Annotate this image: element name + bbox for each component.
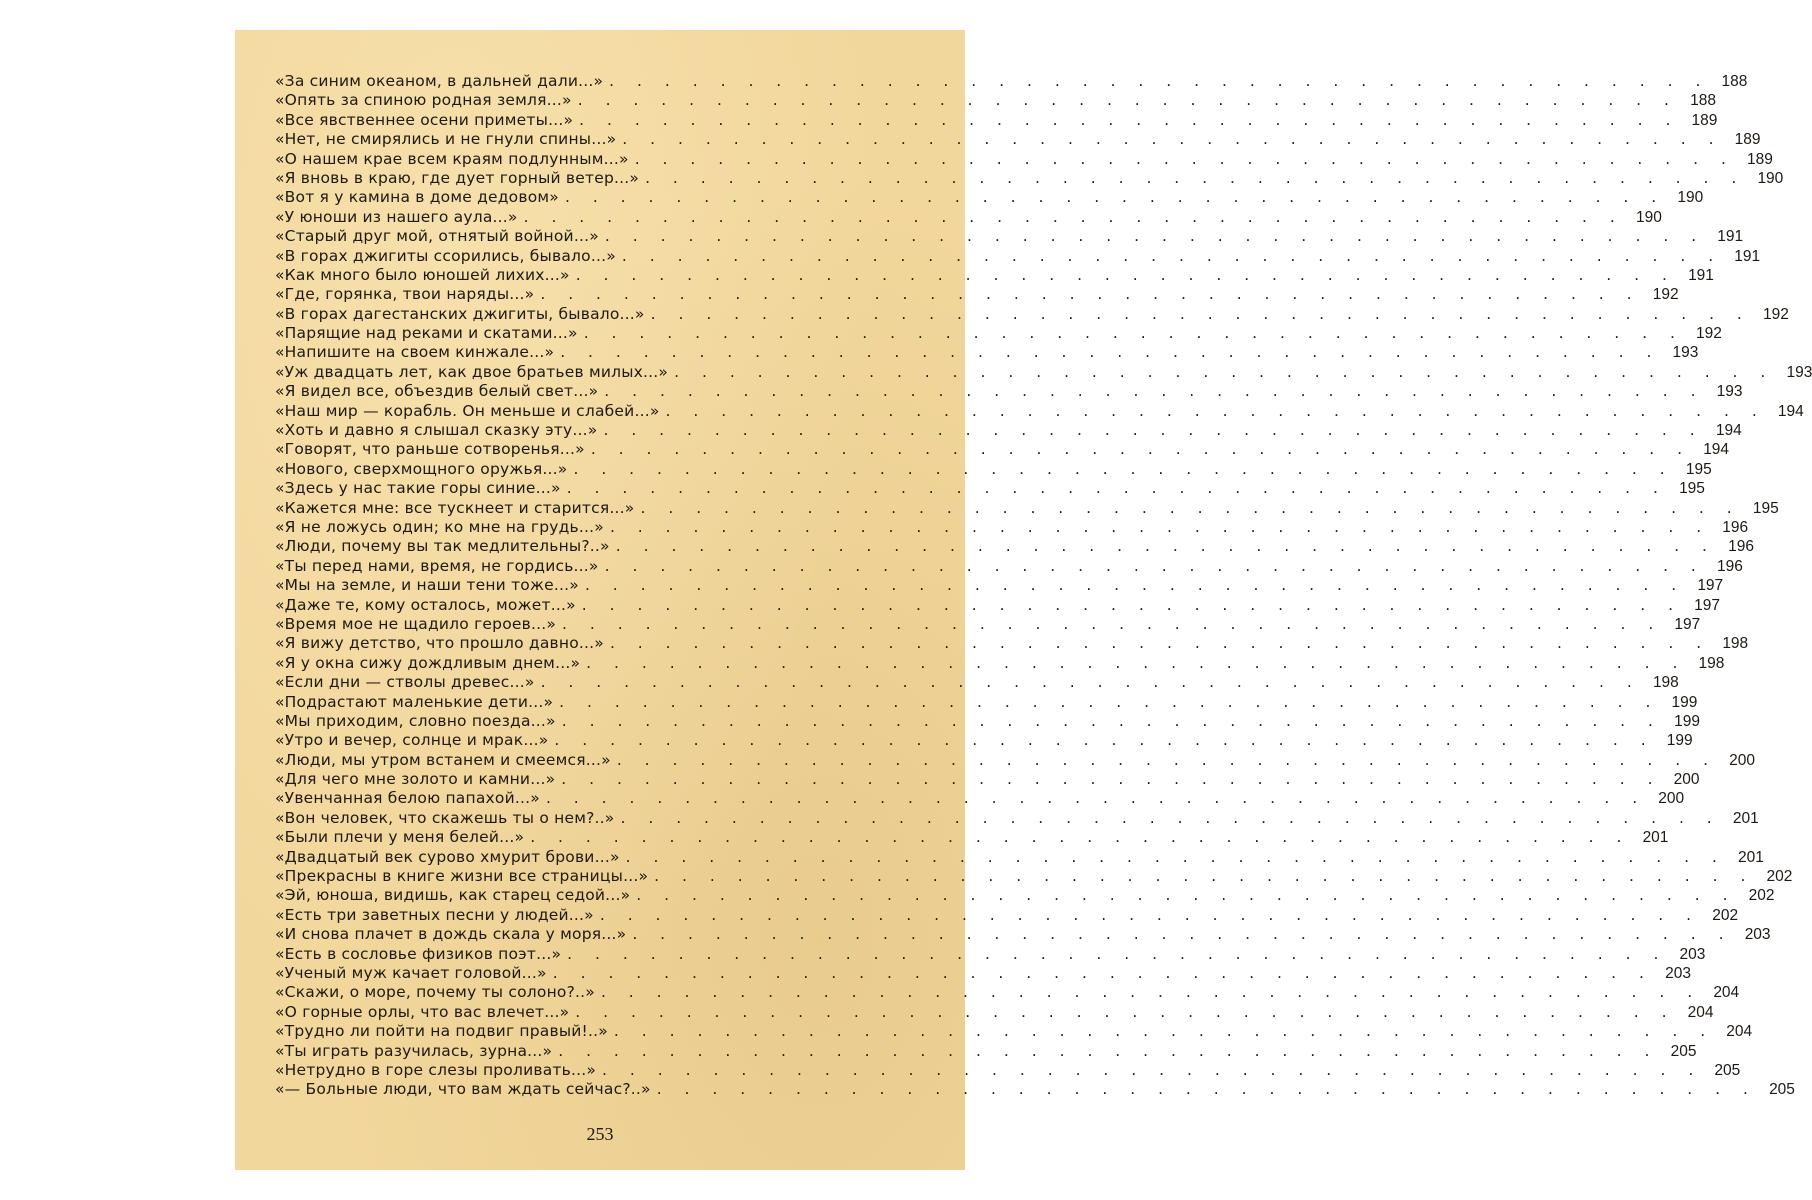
toc-entry-title: «Люди, мы утром встанем и смеемся...» [275, 750, 611, 769]
toc-dot-leader: . . . . . . . . . . . . . . . . . . . . . . . . . . . . . . . . . . . . . . . . [545, 789, 1647, 808]
toc-entry [275, 517, 1749, 537]
toc-entry [275, 963, 1691, 983]
toc-entry [275, 188, 1704, 207]
toc-entry [275, 944, 1706, 964]
toc-entry [275, 421, 1742, 440]
toc-dot-leader: . . . . . . . . . . . . . . . . . . . . . . . . . . . . . . . . . . . . . . . . [620, 808, 1721, 827]
toc-entry-title: «За синим океаном, в дальней дали...» [275, 72, 604, 90]
toc-entry [275, 789, 1685, 808]
toc-entry-page: 193 [1672, 344, 1699, 362]
toc-entry [275, 459, 1712, 479]
toc-entry-page: 196 [1728, 538, 1754, 556]
toc-dot-leader: . . . . . . . . . . . . . . . . . . . . . . . . . . . . . . . . . . . . . . . . [609, 634, 1711, 653]
toc-entry-page: 197 [1694, 596, 1721, 614]
toc-entry [275, 867, 1793, 886]
toc-entry-title: «Уж двадцать лет, как двое братьев милых...» [275, 362, 669, 381]
toc-entry-page: 201 [1738, 848, 1764, 866]
toc-entry [275, 634, 1749, 653]
toc-entry-title: «Прекрасны в книге жизни все страницы...» [275, 867, 649, 886]
toc-entry-page: 196 [1716, 557, 1743, 575]
toc-dot-leader: . . . . . . . . . . . . . . . . . . . . . . . . . . . . . . . . . . . . . . . . [636, 886, 1737, 905]
toc-dot-leader: . . . . . . . . . . . . . . . . . . . . . . . . . . . . . . . . . . . . . . . . [540, 673, 1641, 692]
toc-dot-leader: . . . . . . . . . . . . . . . . . . . . . . . . . . . . . . . . . . . . . . . . [577, 91, 1678, 110]
toc-entry-title: «У юноши из нашего аула...» [275, 207, 518, 226]
toc-dot-leader: . . . . . . . . . . . . . . . . . . . . . . . . . . . . . . . . . . . . . . . . [616, 750, 1718, 769]
toc-entry [275, 130, 1761, 149]
toc-entry-page: 197 [1697, 577, 1724, 595]
toc-entry-page: 200 [1658, 790, 1685, 808]
toc-entry-page: 199 [1674, 712, 1700, 730]
toc-dot-leader: . . . . . . . . . . . . . . . . . . . . . . . . . . . . . . . . . . . . . . . . [586, 653, 1687, 672]
toc-entry-title: «Хоть и давно я слышал сказку эту...» [275, 421, 598, 440]
toc-entry-title: «Мы приходим, словно поезда...» [275, 711, 556, 730]
toc-dot-leader: . . . . . . . . . . . . . . . . . . . . . . . . . . . . . . . . . . . . . . . . [665, 401, 1766, 420]
toc-entry [275, 168, 1784, 188]
toc-entry [275, 673, 1679, 692]
toc-entry-title: «Я у окна сижу дождливым днем...» [275, 653, 581, 672]
toc-entry-title: «Старый друг мой, отнятый войной...» [275, 227, 599, 246]
toc-dot-leader: . . . . . . . . . . . . . . . . . . . . . . . . . . . . . . . . . . . . . . . . [561, 770, 1662, 789]
toc-entry [275, 246, 1761, 266]
toc-entry-title: «Трудно ли пойти на подвиг правый!..» [275, 1022, 608, 1041]
toc-entry-page: 188 [1721, 73, 1748, 90]
book-page [235, 30, 1812, 1170]
toc-dot-leader: . . . . . . . . . . . . . . . . . . . . . . . . . . . . . . . . . . . . . . . . [575, 1002, 1676, 1021]
toc-dot-leader: . . . . . . . . . . . . . . . . . . . . . . . . . . . . . . . . . . . . . . . . [632, 925, 1733, 944]
toc-entry-page: 198 [1722, 635, 1749, 653]
toc-entry [275, 925, 1771, 944]
toc-entry-title: «Я не ложусь один; ко мне на грудь...» [275, 517, 604, 536]
toc-entry-title: «Ученый муж качает головой...» [275, 963, 547, 982]
toc-entry [275, 343, 1699, 362]
toc-entry [275, 731, 1693, 750]
toc-dot-leader: . . . . . . . . . . . . . . . . . . . . . . . . . . . . . . . . . . . . . . . . [602, 1060, 1703, 1079]
toc-entry-title: «Даже те, кому осталось, может...» [275, 595, 576, 614]
toc-entry [275, 382, 1743, 401]
toc-entry [275, 711, 1700, 731]
toc-entry [275, 808, 1759, 828]
toc-dot-leader: . . . . . . . . . . . . . . . . . . . . . . . . . . . . . . . . . . . . . . . . [584, 576, 1686, 595]
toc-entry-title: «Где, горянка, твои наряды...» [275, 285, 535, 304]
toc-dot-leader: . . . . . . . . . . . . . . . . . . . . . . . . . . . . . . . . . . . . . . . . [654, 867, 1755, 886]
toc-dot-leader: . . . . . . . . . . . . . . . . . . . . . . . . . . . . . . . . . . . . . . . . [558, 1041, 1659, 1060]
toc-entry-page: 203 [1679, 945, 1706, 963]
toc-entry-title: «Были плечи у меня белей...» [275, 828, 525, 847]
toc-entry-page: 192 [1652, 286, 1679, 304]
toc-dot-leader: . . . . . . . . . . . . . . . . . . . . . . . . . . . . . . . . . . . . . . . . [579, 110, 1680, 129]
toc-entry-title: «Все явственнее осени приметы...» [275, 110, 574, 129]
toc-entry-title: «Я вновь в краю, где дует горный ветер...» [275, 168, 640, 187]
toc-entry-title: «Ты играть разучилась, зурна...» [275, 1041, 553, 1060]
toc-entry-title: «Я вижу детство, что прошло давно...» [275, 634, 604, 653]
toc-entry-page: 190 [1757, 169, 1784, 187]
toc-dot-leader: . . . . . . . . . . . . . . . . . . . . . . . . . . . . . . . . . . . . . . . . [590, 440, 1692, 459]
toc-dot-leader: . . . . . . . . . . . . . . . . . . . . . . . . . . . . . . . . . . . . . . . . [604, 227, 1706, 246]
toc-entry [275, 72, 1748, 91]
toc-entry-title: «Есть три заветных песни у людей...» [275, 905, 594, 924]
toc-dot-leader: . . . . . . . . . . . . . . . . . . . . . . . . . . . . . . . . . . . . . . . . [600, 983, 1702, 1002]
toc-entry-title: «О горные орлы, что вас влечет...» [275, 1002, 570, 1021]
table-of-contents [275, 72, 1812, 1100]
toc-entry-page: 204 [1713, 984, 1740, 1002]
toc-entry-title: «Напишите на своем кинжале...» [275, 343, 555, 362]
toc-entry-title: «И снова плачет в дождь скала у моря...» [275, 925, 627, 944]
toc-entry-page: 189 [1691, 111, 1718, 129]
toc-entry-title: «Здесь у нас такие горы синие...» [275, 479, 561, 498]
toc-entry-page: 193 [1786, 363, 1812, 381]
toc-entry-title: «Если дни — стволы древес...» [275, 673, 535, 692]
toc-entry-page: 200 [1673, 771, 1700, 789]
toc-entry-title: «Время мое не щадило героев...» [275, 614, 557, 633]
toc-entry [275, 304, 1789, 324]
toc-entry [275, 905, 1739, 925]
toc-entry [275, 576, 1724, 595]
toc-entry [275, 537, 1754, 556]
toc-entry-page: 201 [1732, 809, 1759, 827]
toc-entry-page: 188 [1690, 92, 1716, 110]
toc-entry-title: «Для чего мне золото и камни...» [275, 770, 556, 789]
toc-entry [275, 440, 1730, 459]
toc-dot-leader: . . . . . . . . . . . . . . . . . . . . . . . . . . . . . . . . . . . . . . . . [645, 168, 1746, 187]
toc-entry-page: 203 [1744, 926, 1771, 944]
toc-entry-title: «Кажется мне: все тускнеет и старится...» [275, 498, 635, 517]
toc-entry [275, 91, 1716, 110]
toc-entry-title: «Нетрудно в горе слезы проливать...» [275, 1060, 597, 1079]
toc-entry-page: 196 [1722, 518, 1749, 536]
toc-dot-leader: . . . . . . . . . . . . . . . . . . . . . . . . . . . . . . . . . . . . . . . . [604, 382, 1705, 401]
toc-entry [275, 362, 1812, 382]
toc-dot-leader: . . . . . . . . . . . . . . . . . . . . . . . . . . . . . . . . . . . . . . . . [573, 459, 1674, 478]
toc-entry-page: 190 [1677, 189, 1704, 207]
toc-entry [275, 1002, 1714, 1022]
toc-entry-page: 195 [1752, 499, 1779, 517]
toc-dot-leader: . . . . . . . . . . . . . . . . . . . . . . . . . . . . . . . . . . . . . . . . [562, 614, 1663, 633]
toc-entry-page: 205 [1714, 1061, 1741, 1079]
toc-dot-leader: . . . . . . . . . . . . . . . . . . . . . . . . . . . . . . . . . . . . . . . . [656, 1080, 1757, 1099]
toc-entry-page: 205 [1769, 1081, 1795, 1099]
toc-entry-title: «Есть в сословье физиков поэт...» [275, 944, 562, 963]
toc-entry-title: «Нет, не смирялись и не гнули спины...» [275, 130, 617, 149]
toc-dot-leader: . . . . . . . . . . . . . . . . . . . . . . . . . . . . . . . . . . . . . . . . [540, 285, 1641, 304]
toc-entry-page: 198 [1698, 654, 1725, 672]
toc-entry-title: «Наш мир — корабль. Он меньше и слабей...» [275, 401, 660, 420]
toc-entry [275, 692, 1698, 712]
toc-entry-title: «Нового, сверхмощного оружья...» [275, 459, 568, 478]
toc-entry-page: 200 [1729, 751, 1756, 769]
toc-entry-title: «Подрастают маленькие дети...» [275, 692, 554, 711]
toc-entry [275, 498, 1779, 518]
toc-entry [275, 886, 1775, 905]
toc-entry-page: 195 [1685, 460, 1712, 478]
toc-entry [275, 110, 1718, 130]
toc-dot-leader: . . . . . . . . . . . . . . . . . . . . . . . . . . . . . . . . . . . . . . . . [603, 421, 1704, 440]
toc-entry [275, 1080, 1795, 1099]
toc-dot-leader: . . . . . . . . . . . . . . . . . . . . . . . . . . . . . . . . . . . . . . . . [621, 246, 1723, 265]
toc-entry [275, 653, 1725, 673]
toc-dot-leader: . . . . . . . . . . . . . . . . . . . . . . . . . . . . . . . . . . . . . . . . [567, 944, 1668, 963]
toc-entry-title: «Мы на земле, и наши тени тоже...» [275, 576, 579, 595]
toc-entry [275, 614, 1701, 634]
toc-entry-title: «Ты перед нами, время, не гордись...» [275, 556, 599, 575]
toc-entry-page: 204 [1726, 1023, 1753, 1041]
toc-entry-title: «— Больные люди, что вам ждать сейчас?..» [275, 1080, 651, 1099]
toc-entry [275, 1041, 1697, 1061]
toc-entry [275, 285, 1679, 304]
toc-entry-page: 203 [1665, 964, 1691, 982]
toc-entry-page: 194 [1703, 441, 1730, 459]
toc-dot-leader: . . . . . . . . . . . . . . . . . . . . . . . . . . . . . . . . . . . . . . . . [561, 711, 1662, 730]
toc-entry-page: 202 [1766, 868, 1793, 886]
toc-entry [275, 324, 1722, 343]
toc-dot-leader: . . . . . . . . . . . . . . . . . . . . . . . . . . . . . . . . . . . . . . . . [581, 595, 1683, 614]
toc-dot-leader: . . . . . . . . . . . . . . . . . . . . . . . . . . . . . . . . . . . . . . . . [560, 343, 1661, 362]
toc-entry-title: «Утро и вечер, солнце и мрак...» [275, 731, 549, 750]
page-number: 253 [586, 1124, 614, 1144]
toc-entry [275, 479, 1705, 498]
toc-entry-page: 193 [1716, 383, 1743, 401]
toc-entry-page: 201 [1642, 829, 1669, 847]
toc-entry [275, 847, 1764, 867]
toc-entry-title: «Люди, почему вы так медлительны?..» [275, 537, 610, 556]
toc-dot-leader: . . . . . . . . . . . . . . . . . . . . . . . . . . . . . . . . . . . . . . . . [640, 498, 1741, 517]
toc-dot-leader: . . . . . . . . . . . . . . . . . . . . . . . . . . . . . . . . . . . . . . . . [634, 149, 1735, 168]
toc-entry-page: 197 [1674, 615, 1701, 633]
toc-entry [275, 401, 1804, 421]
toc-entry [275, 1022, 1753, 1041]
toc-entry-title: «В горах дагестанских джигиты, бывало...» [275, 304, 645, 323]
toc-dot-leader: . . . . . . . . . . . . . . . . . . . . . . . . . . . . . . . . . . . . . . . . [615, 537, 1716, 556]
toc-entry-title: «Вон человек, что скажешь ты о нем?..» [275, 808, 615, 827]
toc-entry-page: 205 [1670, 1042, 1697, 1060]
toc-entry-page: 199 [1671, 693, 1698, 711]
toc-entry-page: 202 [1712, 906, 1739, 924]
toc-entry [275, 227, 1744, 246]
toc-dot-leader: . . . . . . . . . . . . . . . . . . . . . . . . . . . . . . . . . . . . . . . . [613, 1022, 1715, 1041]
toc-entry-title: «Двадцатый век сурово хмурит брови...» [275, 847, 620, 866]
toc-dot-leader: . . . . . . . . . . . . . . . . . . . . . . . . . . . . . . . . . . . . . . . . [674, 362, 1775, 381]
toc-entry-page: 190 [1635, 208, 1662, 226]
toc-entry-page: 191 [1734, 247, 1761, 265]
toc-entry-page: 192 [1696, 325, 1722, 343]
toc-entry [275, 556, 1743, 576]
toc-entry [275, 828, 1669, 847]
toc-entry-page: 195 [1679, 480, 1705, 498]
toc-entry-page: 198 [1652, 674, 1679, 692]
toc-entry [275, 149, 1773, 169]
toc-entry-title: «О нашем крае всем краям подлунным...» [275, 149, 629, 168]
toc-entry-page: 191 [1688, 266, 1714, 284]
toc-entry-page: 202 [1748, 887, 1775, 905]
toc-dot-leader: . . . . . . . . . . . . . . . . . . . . . . . . . . . . . . . . . . . . . . . . [599, 905, 1701, 924]
toc-dot-leader: . . . . . . . . . . . . . . . . . . . . . . . . . . . . . . . . . . . . . . . . [564, 188, 1666, 207]
toc-dot-leader: . . . . . . . . . . . . . . . . . . . . . . . . . . . . . . . . . . . . . . . . [583, 324, 1684, 343]
toc-entry [275, 595, 1721, 615]
toc-entry [275, 750, 1756, 770]
toc-entry-page: 199 [1666, 732, 1693, 750]
toc-dot-leader: . . . . . . . . . . . . . . . . . . . . . . . . . . . . . . . . . . . . . . . . [609, 72, 1710, 90]
toc-entry [275, 207, 1662, 227]
toc-dot-leader: . . . . . . . . . . . . . . . . . . . . . . . . . . . . . . . . . . . . . . . . [552, 963, 1653, 982]
toc-entry-page: 192 [1762, 305, 1789, 323]
toc-entry-page: 189 [1747, 150, 1773, 168]
toc-dot-leader: . . . . . . . . . . . . . . . . . . . . . . . . . . . . . . . . . . . . . . . . [604, 556, 1705, 575]
toc-entry-title: «Как много было юношей лихих...» [275, 265, 570, 284]
toc-entry-page: 194 [1715, 422, 1742, 440]
toc-entry-title: «Вот я у камина в доме дедовом» [275, 188, 559, 207]
toc-entry-title: «В горах джигиты ссорились, бывало...» [275, 246, 616, 265]
toc-dot-leader: . . . . . . . . . . . . . . . . . . . . . . . . . . . . . . . . . . . . . . . . [559, 692, 1660, 711]
toc-entry-page: 204 [1687, 1003, 1714, 1021]
toc-dot-leader: . . . . . . . . . . . . . . . . . . . . . . . . . . . . . . . . . . . . . . . . [554, 731, 1655, 750]
toc-entry-title: «Увенчанная белою папахой...» [275, 789, 540, 808]
toc-entry-title: «Я видел все, объездив белый свет...» [275, 382, 599, 401]
toc-entry-title: «Эй, юноша, видишь, как старец седой...» [275, 886, 631, 905]
toc-dot-leader: . . . . . . . . . . . . . . . . . . . . . . . . . . . . . . . . . . . . . . . . [650, 304, 1751, 323]
toc-dot-leader: . . . . . . . . . . . . . . . . . . . . . . . . . . . . . . . . . . . . . . . . [625, 847, 1726, 866]
toc-entry-title: «Опять за спиною родная земля...» [275, 91, 572, 110]
toc-dot-leader: . . . . . . . . . . . . . . . . . . . . . . . . . . . . . . . . . . . . . . . . [530, 828, 1631, 847]
toc-entry-title: «Парящие над реками и скатами...» [275, 324, 578, 343]
toc-dot-leader: . . . . . . . . . . . . . . . . . . . . . . . . . . . . . . . . . . . . . . . . [622, 130, 1723, 149]
toc-entry [275, 1060, 1741, 1080]
toc-entry-page: 191 [1717, 228, 1744, 246]
toc-dot-leader: . . . . . . . . . . . . . . . . . . . . . . . . . . . . . . . . . . . . . . . . [566, 479, 1667, 498]
toc-dot-leader: . . . . . . . . . . . . . . . . . . . . . . . . . . . . . . . . . . . . . . . . [575, 265, 1676, 284]
toc-entry-title: «Скажи, о море, почему ты солоно?..» [275, 983, 595, 1002]
toc-entry [275, 770, 1700, 789]
toc-entry-title: «Говорят, что раньше сотворенья...» [275, 440, 585, 459]
toc-dot-leader: . . . . . . . . . . . . . . . . . . . . . . . . . . . . . . . . . . . . . . . . [523, 207, 1624, 226]
toc-entry [275, 265, 1714, 285]
toc-entry [275, 983, 1740, 1002]
toc-dot-leader: . . . . . . . . . . . . . . . . . . . . . . . . . . . . . . . . . . . . . . . . [609, 517, 1711, 536]
toc-entry-page: 194 [1777, 402, 1804, 420]
toc-entry-page: 189 [1734, 131, 1761, 149]
